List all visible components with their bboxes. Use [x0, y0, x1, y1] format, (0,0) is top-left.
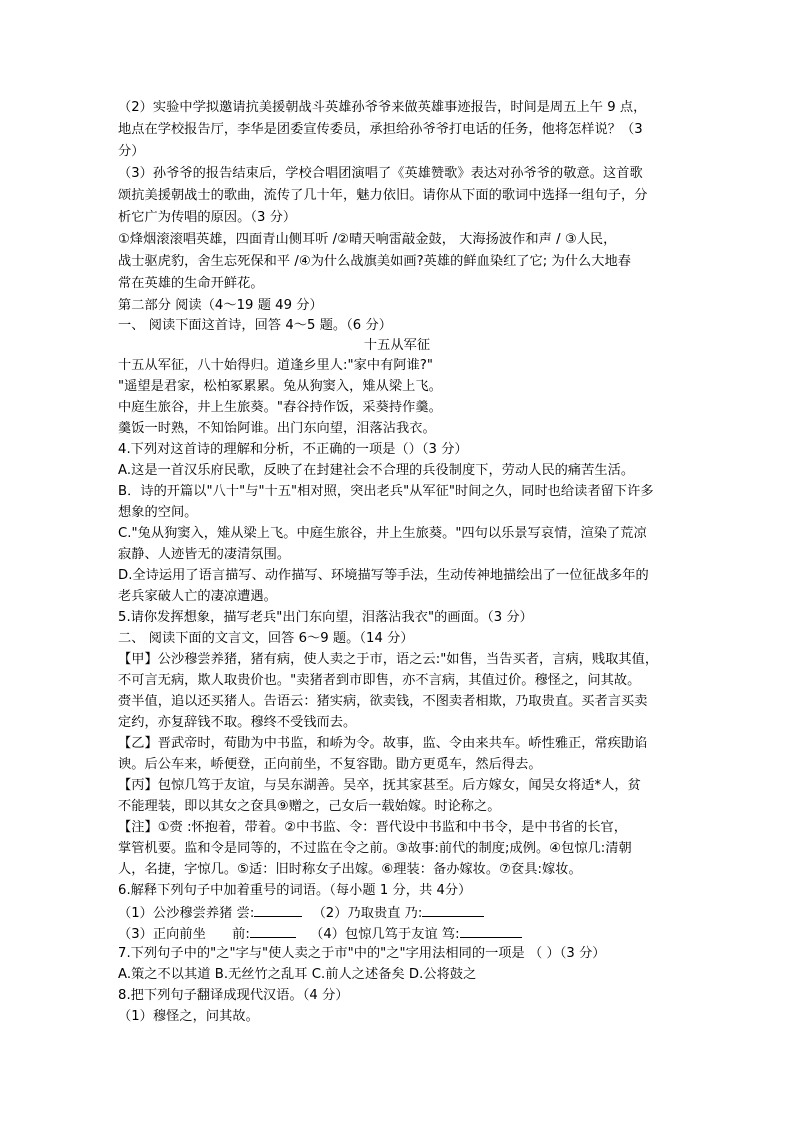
passage-bing-line-1: 【丙】包惊几笃于友谊，与吴东湖善。吴卒，抚其家甚至。后方嫁女，闻吴女将适*人，贫	[118, 778, 641, 793]
lyrics-line-3: 常在英雄的生命开鲜花。	[118, 276, 264, 291]
question-6-item-1: （1）公沙穆尝养猪 尝:	[118, 906, 255, 921]
question-4-option-a: A.这是一首汉乐府民歌，反映了在封建社会不合理的兵役制度下，劳动人民的痛苦生活。	[118, 463, 635, 478]
answer-blank-2[interactable]	[422, 902, 484, 917]
question-4: 4.下列对这首诗的理解和分析，不正确的一项是（）（3 分）	[118, 442, 468, 457]
notes-line-3: 人，名捷，字惊几。⑤适：旧时称女子出嫁。⑥理装：备办嫁妆。⑦奁具:嫁妆。	[118, 862, 582, 877]
question-2-line-2: 地点在学校报告厅，李华是团委宣传委员，承担给孙爷爷打电话的任务，他将怎样说？（3	[118, 122, 643, 137]
passage-jia-line-3: 赍半值，追以还买猪人。告语云：猪实病，欲卖钱，不图卖者相欺，乃取贵直。买者言买卖	[118, 694, 648, 709]
notes-line-1: 【注】①赍 :怀抱着，带着。②中书监、令：晋代设中书监和中书令，是中书省的长官，	[118, 820, 628, 835]
question-4-option-d-line-1: D.全诗运用了语言描写、动作描写、环境描写等手法，生动传神地描绘出了一位征战多年的	[118, 568, 649, 583]
poem-line-1: 十五从军征，八十始得归。道逢乡里人:"家中有阿谁?"	[118, 358, 433, 373]
question-6-item-4: （4）包惊几笃于友谊 笃:	[310, 927, 460, 942]
question-4-option-b-line-2: 想象的空间。	[118, 505, 198, 520]
poem-line-4: 羹饭一时熟，不知饴阿谁。出门东向望，泪落沾我衣。	[118, 421, 436, 436]
poem-title: 十五从军征	[363, 338, 431, 353]
notes-line-2: 掌管机要。监和令是同等的，不过监在令之前。③故事:前代的制度;成例。④包惊几:清朝	[118, 841, 632, 856]
passage-yi-line-2: 谀。后公车来，峤便登，正向前坐，不复容勖。勖方更觅车，然后得去。	[118, 757, 542, 772]
question-4-option-c-line-2: 寂静、人迹皆无的凄清氛围。	[118, 547, 291, 562]
question-3-line-3: 析它广为传唱的原因。（3 分）	[118, 210, 297, 225]
passage-yi-line-1: 【乙】晋武帝时，荀勖为中书监，和峤为令。故事，监、令由来共车。峤性雅正，常疾勖谄	[118, 736, 648, 751]
question-3-line-1: （3）孙爷爷的报告结束后，学校合唱团演唱了《英雄赞歌》表达对孙爷爷的敬意。这首歌	[118, 166, 643, 181]
lyrics-line-1: ①烽烟滚滚唱英雄，四面青山侧耳听 /②晴天响雷敲金鼓， 大海扬波作和声 / ③人民，	[118, 232, 617, 247]
answer-blank-3[interactable]	[250, 923, 296, 938]
section-1-heading: 一、 阅读下面这首诗，回答 4～5 题。（6 分）	[118, 318, 392, 333]
question-6: 6.解释下列句子中加着重号的词语。（每小题 1 分，共 4分）	[118, 883, 472, 898]
question-6-row-1	[118, 902, 698, 924]
poem-line-2: "遥望是君家，松柏冢累累。兔从狗窦入，雉从梁上飞。	[118, 379, 442, 394]
question-7-options: A.策之不以其道 B.无丝竹之乱耳 C.前人之述备矣 D.公将鼓之	[118, 967, 477, 982]
passage-bing-line-2: 不能理装，即以其女之奁具⑨赠之，己女后一载始嫁。时论称之。	[118, 799, 501, 814]
question-6-row-2	[118, 923, 698, 945]
passage-jia-line-1: 【甲】公沙穆尝养猪，猪有病，使人卖之于市，语之云:"如售，当告买者，言病，贱取其值，	[118, 652, 659, 667]
question-4-option-d-line-2: 老兵家破人亡的凄凉遭遇。	[118, 589, 277, 604]
question-8-item-1: （1）穆怪之，问其故。	[118, 1009, 259, 1024]
passage-jia-line-2: 不可言无病，欺人取贵价也。"卖猪者到市即售，亦不言病，其值过价。穆怪之，问其故。	[118, 673, 641, 688]
question-5: 5.请你发挥想象，描写老兵"出门东向望，泪落沾我衣"的画面。（3 分）	[118, 610, 533, 625]
part-2-heading: 第二部分 阅读（4～19 题 49 分）	[118, 298, 323, 313]
lyrics-line-2: 战士驱虎豹，舍生忘死保和平 /④为什么战旗美如画?英雄的鲜血染红了它; 为什么大地春	[118, 254, 631, 269]
question-7: 7.下列句子中的"之"字与"使人卖之于市"中的"之"字用法相同的一项是 （ ）（3 分）	[118, 946, 606, 961]
question-4-option-b-line-1: B．诗的开篇以"八十"与"十五"相对照，突出老兵"从军征"时间之久，同时也给读者留下许多	[118, 484, 654, 499]
passage-jia-line-4: 定约，亦复辞钱不取。穆终不受钱而去。	[118, 715, 357, 730]
question-2-line-1: （2）实验中学拟邀请抗美援朝战斗英雄孙爷爷来做英雄事迹报告，时间是周五上午 9 点，	[118, 100, 647, 115]
question-6-item-3: （3）正向前坐	[118, 927, 206, 942]
question-8: 8.把下列句子翻译成现代汉语。（4 分）	[118, 988, 349, 1003]
section-2-heading: 二、 阅读下面的文言文，回答 6～9 题。（14 分）	[118, 631, 414, 646]
question-6-item-3-word: 前:	[232, 927, 250, 942]
poem-line-3: 中庭生旅谷，井上生旅葵。"舂谷持作饭，采葵持作羹。	[118, 400, 442, 415]
answer-blank-4[interactable]	[460, 923, 522, 938]
answer-blank-1[interactable]	[254, 902, 302, 917]
question-6-item-2: （2）乃取贵直 乃:	[312, 906, 423, 921]
question-4-option-c-line-1: C."兔从狗窦入，雉从梁上飞。中庭生旅谷，井上生旅葵。"四句以乐景写哀情，渲染了荒凉	[118, 526, 647, 541]
question-2-line-3: 分）	[118, 144, 145, 159]
question-3-line-2: 颂抗美援朝战士的歌曲，流传了几十年，魅力依旧。请你从下面的歌词中选择一组句子，分	[118, 188, 648, 203]
